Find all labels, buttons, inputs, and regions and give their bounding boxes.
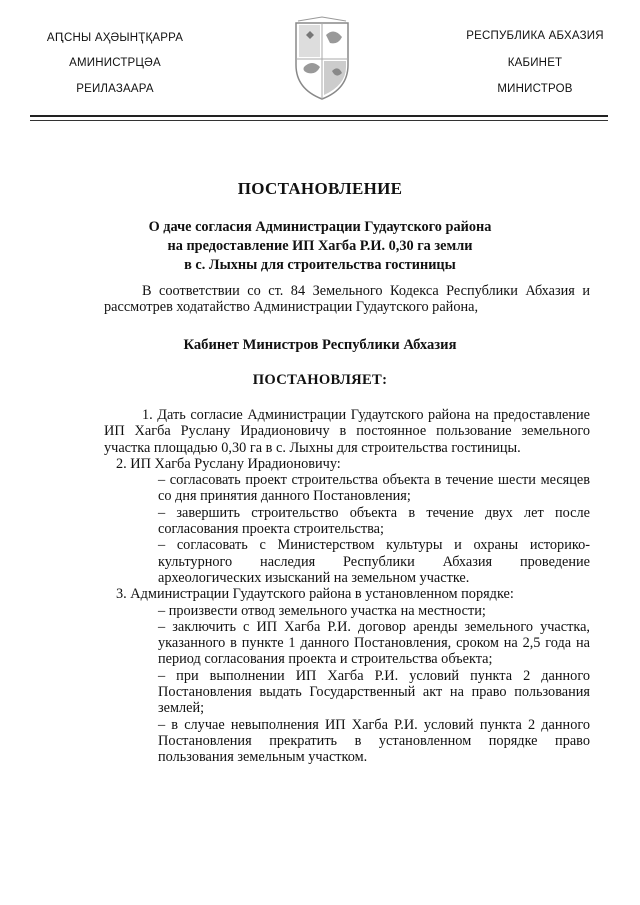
- item-3-sub: – в случае невыполнения ИП Хагба Р.И. условий пункта 2 данного Постановления прекратить в установленном порядке право пользования земельным участком.: [158, 716, 590, 766]
- item-3-sub: – произвести отвод земельного участка на местности;: [158, 602, 486, 619]
- item-2: 2. ИП Хагба Руслану Ирадионовичу:: [116, 455, 341, 472]
- item-1: 1. Дать согласие Администрации Гудаутского района на предоставление ИП Хагба Руслану Ирадионовичу в постоянное пользование земельного участка площадью 0,30 га в с. Лыхны для строительства гостиницы.: [104, 407, 590, 456]
- header-left-line-1: АԤСНЫ АҲӘЫНҬҚАРРА: [46, 32, 184, 44]
- decree-heading: ПОСТАНОВЛЯЕТ:: [252, 372, 388, 388]
- header-divider-thick: [30, 115, 608, 117]
- item-3: 3. Администрации Гудаутского района в установленном порядке:: [116, 586, 514, 603]
- preamble-block: [104, 283, 590, 316]
- item-2-sub: – завершить строительство объекта в течение двух лет после согласования проекта строительства;: [158, 504, 590, 538]
- subtitle-line: О даче согласия Администрации Гудаутского района: [148, 219, 492, 235]
- document-subtitle: [0, 218, 640, 275]
- item-2-sub: – согласовать с Министерством культуры и охраны историко-культурного наследия Республики Абхазия проведение археологических изысканий на земельном участке.: [158, 537, 590, 586]
- header-right-line-2: КАБИНЕТ: [507, 57, 563, 69]
- preamble-text: В соответствии со ст. 84 Земельного Кодекса Республики Абхазия и рассмотрев ходатайство Администрации Гудаутского района,: [104, 283, 590, 316]
- header-right-line-3: МИНИСТРОВ: [497, 83, 573, 95]
- item-3-sub: – заключить с ИП Хагба Р.И. договор аренды земельного участка, указанного в пункте 1 данного Постановления, сроком на 2,5 года на период согласования проекта и строительства объекта;: [158, 618, 590, 668]
- issuing-body: Кабинет Министров Республики Абхазия: [183, 337, 457, 353]
- item-2-sub: – согласовать проект строительства объекта в течение шести месяцев со дня принятия данного Постановления;: [158, 472, 590, 505]
- subtitle-line: на предоставление ИП Хагба Р.И. 0,30 га земли: [167, 238, 473, 254]
- header-left-line-2: АМИНИСТРЦӘА: [69, 57, 161, 69]
- header-left-line-3: РЕИЛАЗААРА: [76, 83, 154, 95]
- document-title: ПОСТАНОВЛЕНИЕ: [237, 179, 403, 198]
- header-divider-thin: [30, 120, 608, 121]
- item-3-sub: – при выполнении ИП Хагба Р.И. условий пункта 2 данного Постановления выдать Государственный акт на право пользования землей;: [158, 667, 590, 717]
- decree-items: [104, 407, 590, 766]
- header-right-line-1: РЕСПУБЛИКА АБХАЗИЯ: [466, 30, 604, 42]
- coat-of-arms-icon: [286, 15, 358, 103]
- subtitle-line: в с. Лыхны для строительства гостиницы: [184, 257, 456, 273]
